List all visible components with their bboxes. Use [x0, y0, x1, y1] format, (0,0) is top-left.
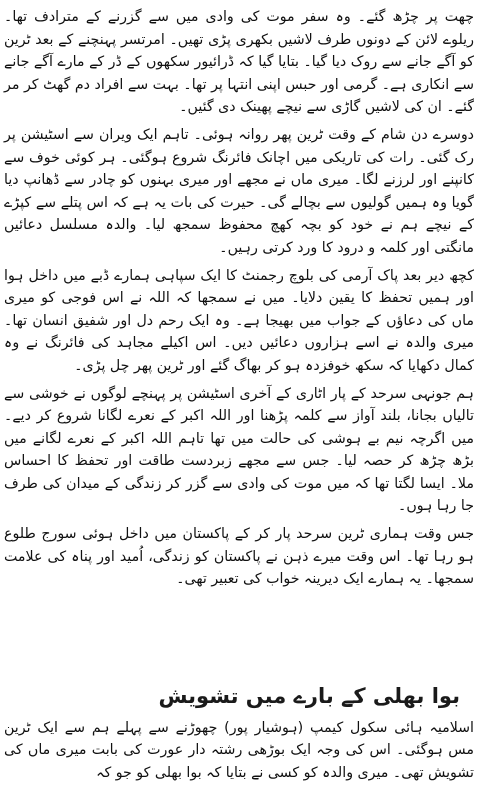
paragraph-4: ہم جونہی سرحد کے پار اٹاری کے آخری اسٹیشن پر پہنچے لوگوں نے خوشی سے تالیاں بجانا، بلند آواز سے کلمہ پڑھنا اور اللہ اکبر کے نعرے لگانا شروع کر دیے۔ میں اگرچہ نیم بے ہوشی کی حالت میں تھا تاہم اللہ اکبر کے نعرے لگانے میں بڑھ چڑھ کر حصہ لیا۔ جس سے مجھے زبردست طاقت اور تحفظ کا احساس ملا۔ ایسا لگتا تھا کہ میں موت کی وادی سے گزر کر زندگی کے میدان کی طرف جا رہا ہوں۔ [4, 385, 474, 515]
paragraph-2: دوسرے دن شام کے وقت ٹرین پھر روانہ ہوئی۔ تاہم ایک ویران سے اسٹیشن پر رک گئی۔ رات کی تاریکی میں اچانک فائرنگ شروع ہوگئی۔ ہر کوئی خوف سے کانپنے اور لرزنے لگا۔ میری ماں نے مجھے اور میری بہنوں کو چادر سے ڈھانپ دیا گویا وہ ہمیں گولیوں سے بچالے گی۔ حیرت کی بات یہ ہے کہ اس پتلے سے کپڑے کے نیچے ہم نے خود کو بچہ کھچ محفوظ سمجھ لیا۔ والدہ مسلسل دعائیں مانگتی اور کلمہ و درود کا ورد کرتی رہیں۔ [4, 126, 474, 256]
section-heading: بوا بھلی کے بارے میں تشویش [158, 683, 460, 708]
section-body [4, 717, 474, 785]
paragraph-3: کچھ دیر بعد پاک آرمی کی بلوچ رجمنٹ کا ایک سپاہی ہمارے ڈبے میں داخل ہوا اور ہمیں تحفظ کا یقین دلایا۔ میں نے سمجھا کہ اللہ نے اس فوجی کو میری ماں کی دعاؤں کے جواب میں بھیجا ہے۔ وہ ایک رحم دل اور شفیق انسان تھا۔ میری والدہ نے اسے ہزاروں دعائیں دیں۔ اس اکیلے مجاہد کی فائرنگ نے وہ کمال دکھایا کہ سکھ خوفزدہ ہو کر بھاگ گئے اور ٹرین پھر چل پڑی۔ [4, 267, 474, 374]
paragraph-1: چھت پر چڑھ گئے۔ وہ سفر موت کی وادی میں سے گزرنے کے مترادف تھا۔ ریلوے لائن کے دونوں طرف لاشیں بکھری پڑی تھیں۔ امرتسر پہنچنے کے بعد ٹرین کو آگے جانے سے روک دیا گیا۔ بتایا گیا کہ ڈرائیور سکھوں کے ڈر کے مارے آگے جانے سے انکاری ہے۔ گرمی اور حبس اپنی انتہا پر تھا۔ بہت سے افراد دم گھٹ کر مر گئے۔ ان کی لاشیں گاڑی سے نیچے پھینک دی گئیں۔ [4, 9, 474, 116]
paragraph-5: جس وقت ہماری ٹرین سرحد پار کر کے پاکستان میں داخل ہوئی سورج طلوع ہو رہا تھا۔ اس وقت میرے ذہن نے پاکستان کو زندگی، اُمید اور پناہ کی علامت سمجھا۔ یہ ہمارے ایک دیرینہ خواب کی تعبیر تھی۔ [4, 526, 474, 588]
section-paragraph: اسلامیہ ہائی سکول کیمپ (ہوشیار پور) چھوڑنے سے پہلے ہم سے ایک ٹرین مس ہوگئی۔ اس کی وجہ ایک بوڑھی رشتہ دار عورت کی بابت میری ماں کی تشویش تھی۔ میری والدہ کو کسی نے بتایا کہ بوا بھلی کو جو کہ [4, 719, 474, 782]
section-heading-wrap [4, 681, 474, 711]
